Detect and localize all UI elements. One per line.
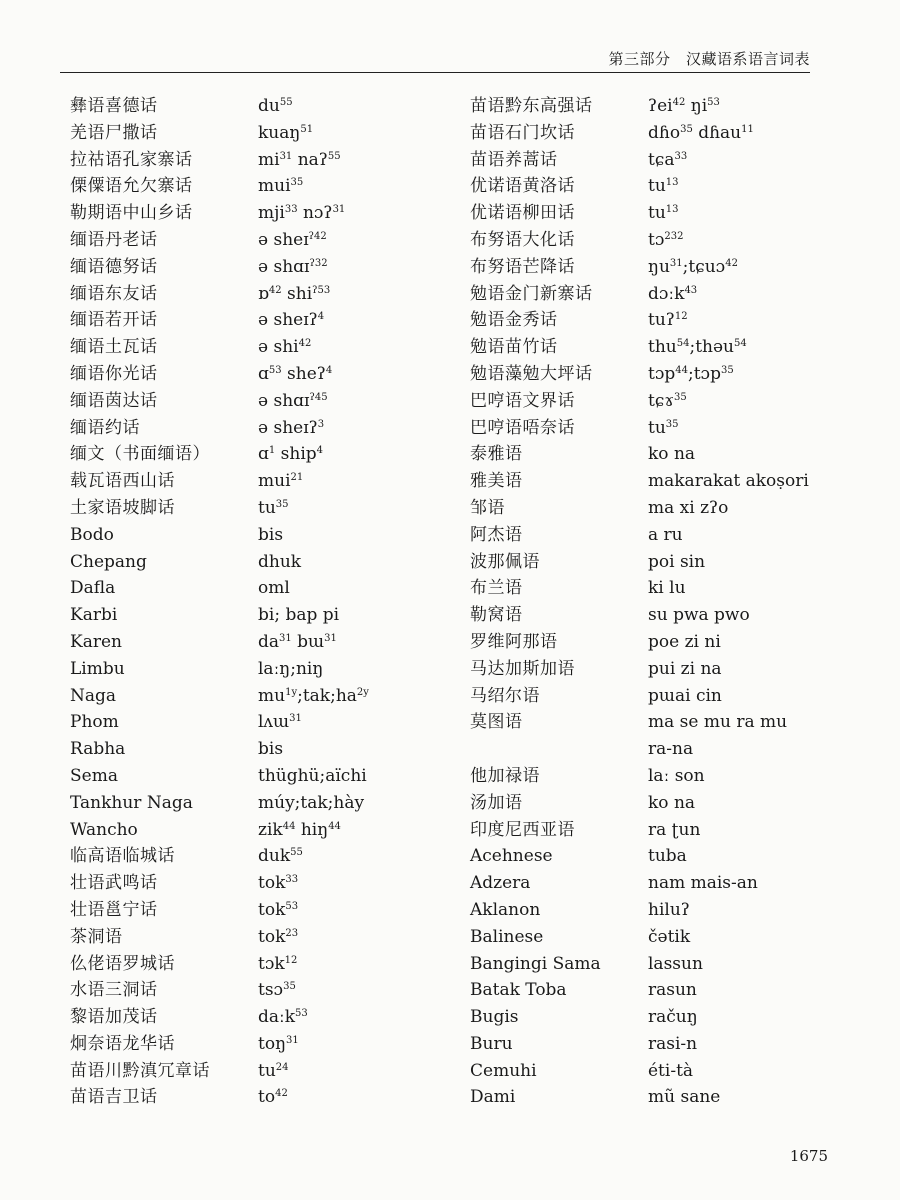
language-name: 缅语丹老话 [70,229,158,250]
word-form: mji$^{33}$ nɔʔ$^{31}$ [258,203,346,224]
word-form: lʌɯ$^{31}$ [258,712,302,733]
language-name: 勒期语中山乡话 [70,203,193,224]
language-name: 缅语茵达话 [70,390,158,411]
language-name: 苗语川黔滇冗章话 [70,1060,210,1081]
word-form: bis [258,524,284,545]
word-form: $ŋu^{31};tɕuɔ^{42}$ [648,256,738,277]
language-name: 羌语尸撒话 [70,122,158,143]
language-name: 汤加语 [470,792,523,813]
language-name: 勉语金门新寨话 [470,283,593,304]
word-form: $tu^{35}$ [258,497,289,518]
language-name: 苗语养蒿话 [470,149,558,170]
language-name: Bodo [70,524,114,545]
language-name: 布努语大化话 [470,229,575,250]
language-name: 傈僳语允欠寨话 [70,176,193,197]
word-form: ə shɑɪ$^{ʔ32}$ [258,256,328,277]
word-form: čətik [648,926,691,947]
language-name: 巴哼语文界话 [470,390,575,411]
word-form: dɔːk$^{43}$ [648,283,698,304]
word-form: tok$^{23}$ [258,926,299,947]
language-name: 莫图语 [470,712,523,733]
language-name: 勉语金秀话 [470,310,558,331]
word-form: $mi^{31}$ naʔ$^{55}$ [258,149,341,170]
language-name: Batak Toba [470,980,567,1001]
language-name: 拉祜语孔家寨话 [70,149,193,170]
language-name: 水语三洞话 [70,980,158,1001]
word-form: ma xi zʔo [648,497,729,518]
word-form: $tu^{13}$ [648,176,679,197]
language-name: 缅语若开话 [70,310,158,331]
word-form: ə sheɪʔ$^3$ [258,417,325,438]
word-form: $mu^{1y};tak;ha^{2y}$ [258,685,369,706]
language-name: 缅语德努话 [70,256,158,277]
word-form: poi sin [648,551,706,572]
language-name: 雅美语 [470,471,523,492]
word-form: laː son [648,765,705,786]
word-form: hiluʔ [648,899,690,920]
language-name: 壮语邕宁话 [70,899,158,920]
language-name: 缅语土瓦话 [70,337,158,358]
word-form: éti-tà [648,1060,694,1081]
word-form: dɦo$^{35}$ dɦau$^{11}$ [648,122,754,143]
language-name: 印度尼西亚语 [470,819,575,840]
word-form: duk$^{55}$ [258,846,303,867]
word-form: bis [258,739,284,760]
language-name: Sema [70,765,118,786]
right-language-column [470,93,640,1111]
language-name: 苗语黔东高强话 [470,96,593,116]
word-form: nam mais-an [648,873,758,894]
word-form: kuaŋ$^{51}$ [258,122,314,143]
language-name: 土家语坡脚话 [70,497,175,518]
language-name: 泰雅语 [470,444,523,465]
word-form: tɕɤ$^{35}$ [648,390,687,411]
language-name: 壮语武鸣话 [70,873,158,894]
language-name: 彝语喜德话 [70,96,158,116]
right-form-column [648,93,858,1111]
word-form: ɑ$^1$ ship$^4$ [258,444,324,465]
word-form: ə sheɪ$^{ʔ42}$ [258,229,327,250]
word-form: su pwa pwo [648,605,750,626]
word-form: múy;tak;hày [258,792,365,813]
language-name: 苗语石门坎话 [470,122,575,143]
language-name: 苗语吉卫话 [70,1087,158,1108]
language-name [470,736,640,763]
word-form: ə sheɪʔ$^4$ [258,310,325,331]
language-name: Tankhur Naga [70,792,193,813]
language-name: 茶洞语 [70,926,123,947]
word-form: thu$^{54}$;thəu$^{54}$ [648,337,747,358]
word-form: tɔp$^{44}$;tɔp$^{35}$ [648,363,734,384]
word-form: ɒ$^{42}$ shi$^{ʔ53}$ [258,283,331,304]
language-name: 勉语藻勉大坪话 [470,363,593,384]
language-name: Aklanon [470,899,541,920]
word-form: laːŋ;niŋ [258,658,324,679]
word-form: tok$^{53}$ [258,899,299,920]
language-name: 缅语约话 [70,417,140,438]
language-name: 缅语东友话 [70,283,158,304]
word-form: ma se mu ra mu [648,712,788,733]
language-name: Karen [70,631,122,652]
word-form: $da^{31}$ bɯ$^{31}$ [258,631,337,652]
language-name: Wancho [70,819,138,840]
word-form: pɯai cin [648,685,722,706]
language-name: Phom [70,712,119,733]
left-language-column [70,93,250,1111]
header-rule [60,72,810,73]
language-name: Cemuhi [470,1060,537,1081]
language-name: 载瓦语西山话 [70,471,175,492]
word-form: lassun [648,953,703,974]
word-form: a ru [648,524,683,545]
language-name: Adzera [470,873,531,894]
language-name: 炯奈语龙华话 [70,1033,175,1054]
language-name: Buru [470,1033,513,1054]
word-form: makarakat akoṣori [648,471,809,492]
language-name: 布努语芒降话 [470,256,575,277]
language-name: 黎语加茂话 [70,1007,158,1028]
language-name: Chepang [70,551,147,572]
language-name: 马达加斯加语 [470,658,575,679]
language-name: 缅文（书面缅语） [70,444,210,465]
word-form: ko na [648,792,696,813]
language-name: 仫佬语罗城话 [70,953,175,974]
word-form: $tu^{24}$ [258,1060,289,1081]
language-name: Balinese [470,926,544,947]
word-form: bi; bap pi [258,605,340,626]
language-name: 缅语你光话 [70,363,158,384]
language-name: 波那佩语 [470,551,540,572]
language-name: Bangingi Sama [470,953,601,974]
language-name: 勒窝语 [470,605,523,626]
word-form: tuʔ$^{12}$ [648,310,688,331]
running-header: 第三部分 汉藏语系语言词表 [608,50,810,68]
word-form: ki lu [648,578,686,599]
language-name: Limbu [70,658,125,679]
word-form: oml [258,578,290,599]
language-name: Acehnese [470,846,553,867]
language-name: 阿杰语 [470,524,523,545]
word-form: $du^{55}$ [258,96,293,116]
word-form: mũ sane [648,1087,721,1108]
language-name: Rabha [70,739,126,760]
language-name: 罗维阿那语 [470,631,558,652]
language-name: 布兰语 [470,578,523,599]
word-form: tuba [648,846,687,867]
word-form: poe zi ni [648,631,721,652]
word-form: ko na [648,444,696,465]
word-form: $tu^{35}$ [648,417,679,438]
language-name: Dami [470,1087,516,1108]
language-name: 邹语 [470,497,505,518]
word-form: zik$^{44}$ hiŋ$^{44}$ [258,819,341,840]
word-form: tɕa$^{33}$ [648,149,688,170]
word-form: mui$^{21}$ [258,471,304,492]
language-name: 马绍尔语 [470,685,540,706]
word-form: tɔ$^{232}$ [648,229,684,250]
word-form: ʔei$^{42}$ $ŋi^{53}$ [648,96,720,116]
page-number: 1675 [789,1147,828,1165]
word-form: pui zi na [648,658,722,679]
word-form: ra-na [648,739,694,760]
word-form: tsɔ$^{35}$ [258,980,296,1001]
language-name: 临高语临城话 [70,846,175,867]
word-form: $tu^{13}$ [648,203,679,224]
word-form: mui$^{35}$ [258,176,304,197]
language-name: 巴哼语唔奈话 [470,417,575,438]
left-form-column [258,93,458,1111]
word-form: dhuk [258,551,302,572]
word-form: ə shɑɪ$^{ʔ45}$ [258,390,328,411]
word-form: tok$^{33}$ [258,873,299,894]
language-name: Naga [70,685,117,706]
word-form: tɔk$^{12}$ [258,953,298,974]
word-form: ə shi$^{42}$ [258,337,312,358]
language-name: Karbi [70,605,118,626]
word-form: $to^{42}$ [258,1087,288,1108]
word-form: rasi-n [648,1033,698,1054]
word-form: daːk$^{53}$ [258,1007,308,1028]
language-name: Bugis [470,1007,519,1028]
word-form: rasun [648,980,697,1001]
word-form: toŋ$^{31}$ [258,1033,299,1054]
word-form: ra ʈun [648,819,701,840]
word-form: račuŋ [648,1007,698,1028]
language-name: 优诺语黄洛话 [470,176,575,197]
language-name: Dafla [70,578,116,599]
word-form: thüghü;aïchi [258,765,367,786]
language-name: 他加禄语 [470,765,540,786]
language-name: 优诺语柳田话 [470,203,575,224]
word-form: ɑ$^{53}$ sheʔ$^4$ [258,363,333,384]
language-name: 勉语苗竹话 [470,337,558,358]
